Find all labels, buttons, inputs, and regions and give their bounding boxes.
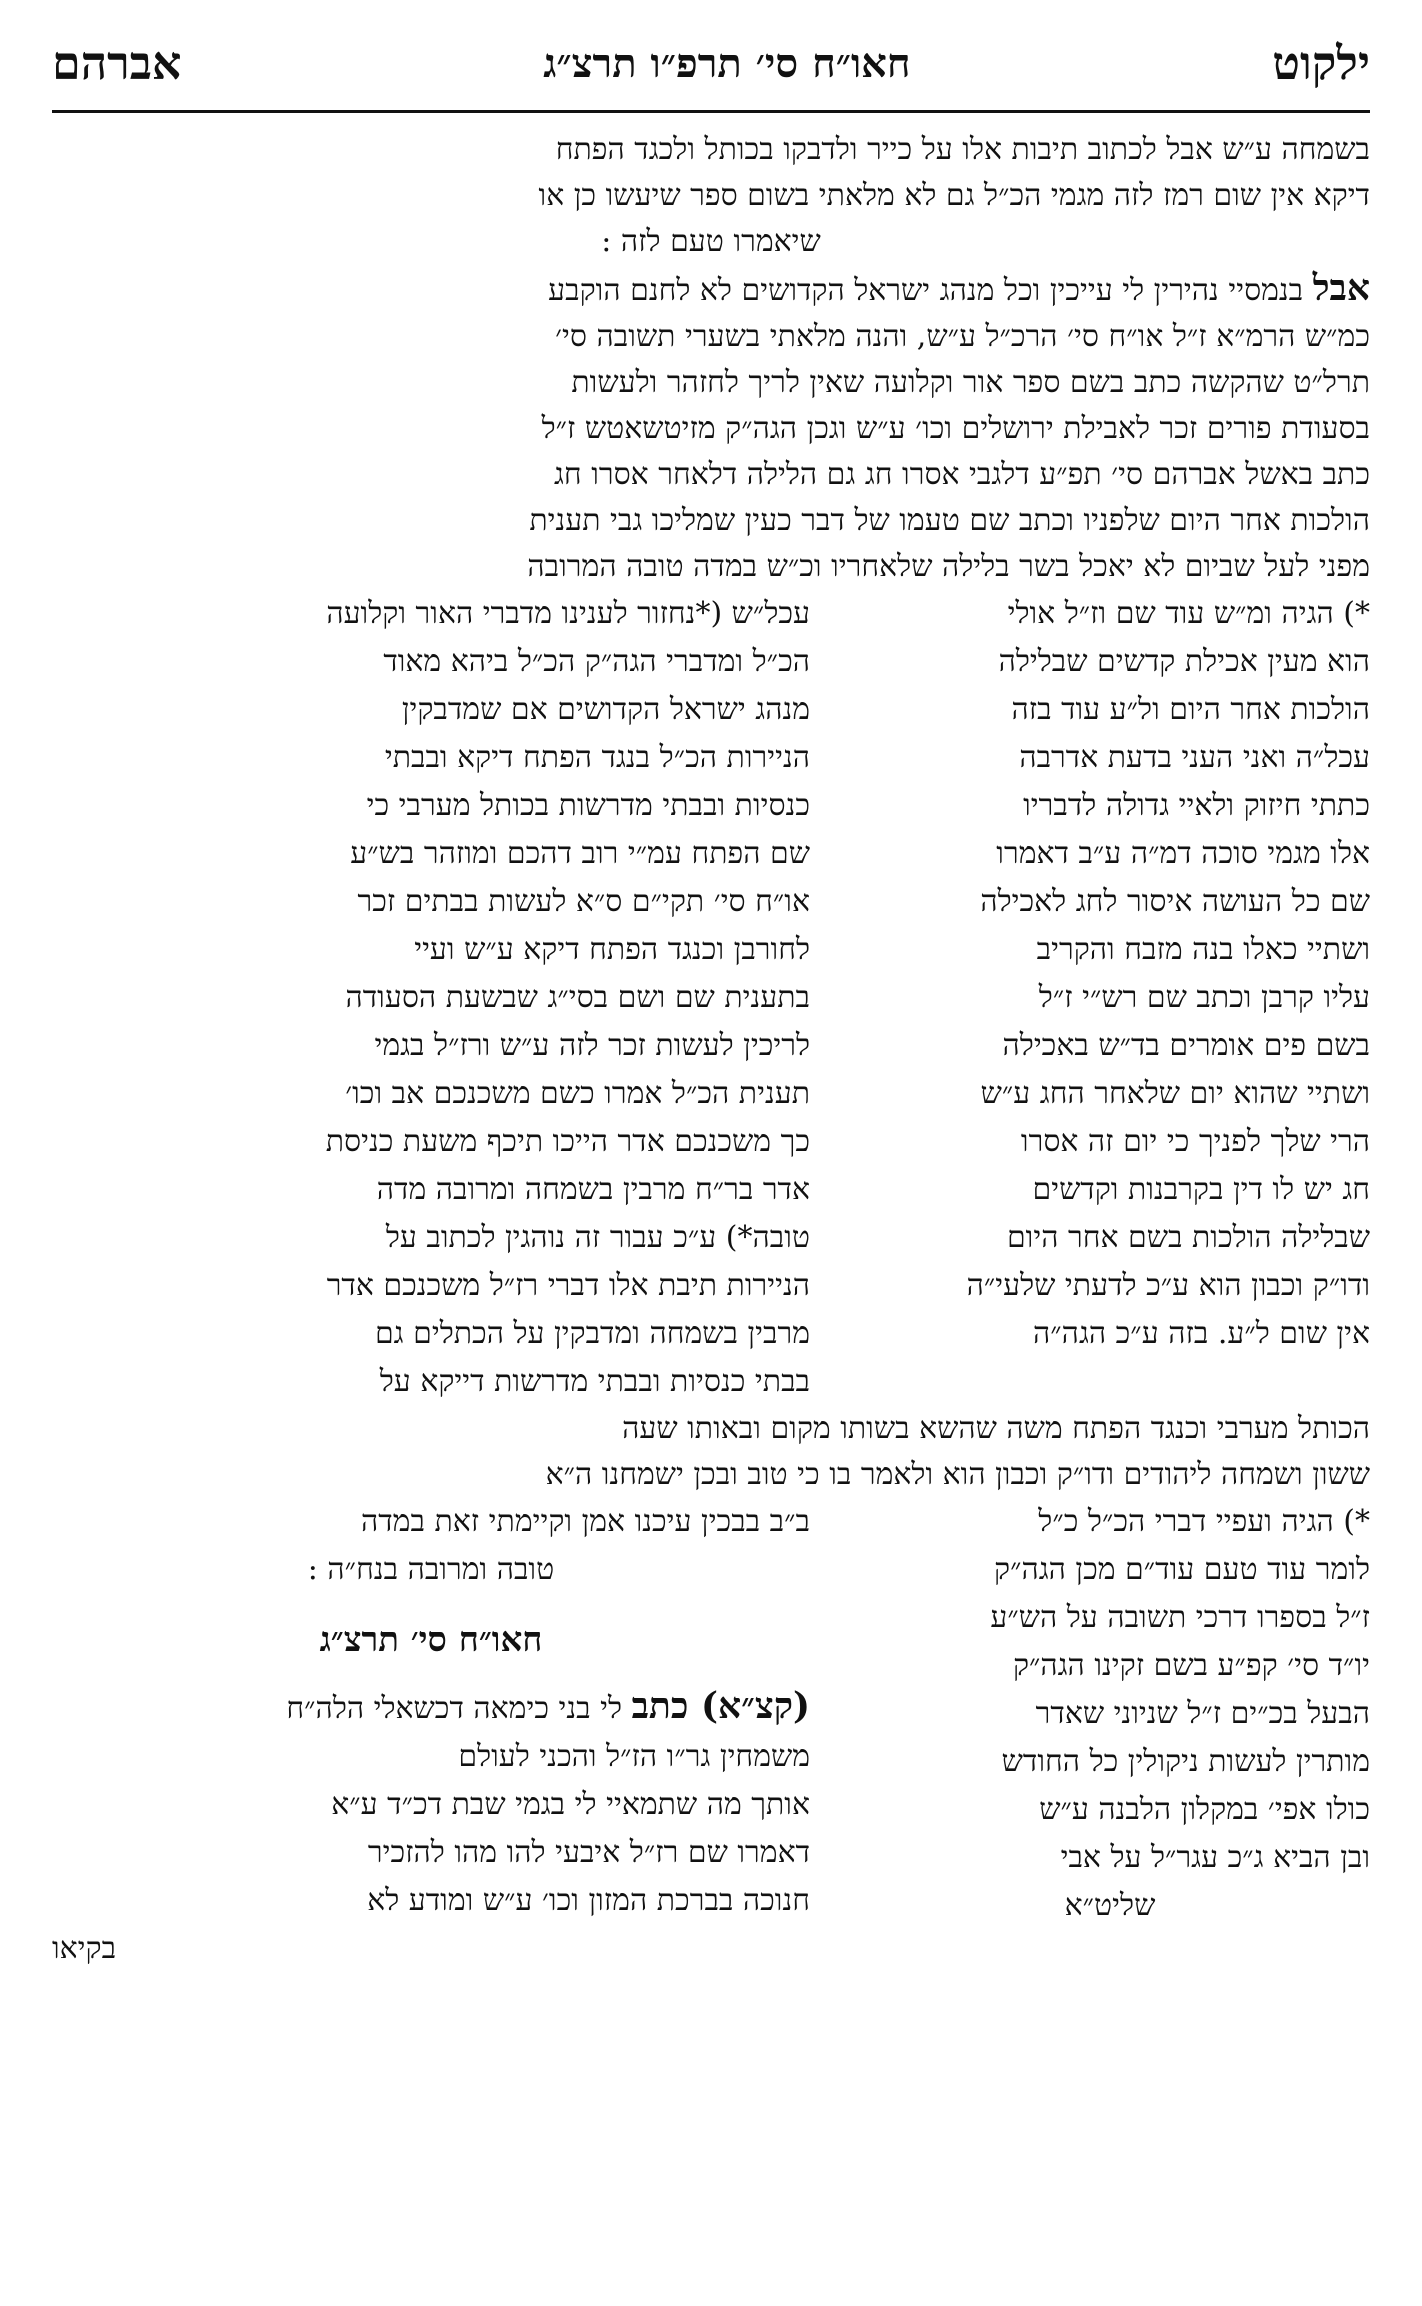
note-line: בשם פים אומרים בד״ש באכילה bbox=[1002, 1028, 1370, 1063]
text-line: או״ח סי׳ תקי״ם ס״א לעשות בבתים זכר bbox=[357, 884, 810, 919]
note-line: הבעל בכ״ים ז״ל שניוני שאדר bbox=[1035, 1696, 1370, 1731]
note-line: ושתיי שהוא יום שלאחר החג ע״ש bbox=[980, 1076, 1370, 1111]
text-line: בסעודת פורים זכר לאבילת ירושלים וכו׳ ע״ש וגכן הגה״ק מזיטשאטש ז״ל bbox=[541, 411, 1370, 446]
bottom-main-column bbox=[52, 1498, 810, 1973]
aval-paragraph bbox=[52, 265, 1370, 590]
note-line: ז״ל בספרו דרכי תשובה על הש״ע bbox=[990, 1600, 1370, 1635]
text-line: אדר בר״ח מרבין בשמחה ומרובה מדה bbox=[376, 1172, 810, 1207]
header-title-right: ילקוט bbox=[1272, 36, 1370, 90]
footnote-column bbox=[850, 590, 1370, 1406]
lead-word: אבל bbox=[1312, 267, 1370, 309]
text-line: כתב באשל אברהם סי׳ תפ״ע דלגבי אסרו חג גם הלילה דלאחר אסרו חג bbox=[554, 457, 1370, 492]
note-line: עכל״ה ואני העני בדעת אדרבה bbox=[1019, 740, 1370, 775]
note-line: יו״ד סי׳ קפ״ע בשם זקינו הגה״ק bbox=[1012, 1648, 1370, 1683]
lead-text: לי בני כימאה דכשאלי הלה״ח bbox=[286, 1691, 632, 1726]
section-heading: חאו״ח סי׳ תרצ״ג bbox=[319, 1620, 543, 1660]
text-line: לחורבן וכנגד הפתח דיקא ע״ש ועיי bbox=[414, 932, 810, 967]
note-line: שם כל העושה איסור לחג לאכילה bbox=[980, 884, 1370, 919]
text-line: שם הפתח עמ״י רוב דהכם ומוזהר בש״ע bbox=[350, 836, 810, 871]
text-line: כמ״ש הרמ״א ז״ל או״ח סי׳ הרכ״ל ע״ש, והנה מלאתי בשערי תשובה סי׳ bbox=[555, 319, 1370, 354]
note-line: כתתי חיזוק ולאיי גדולה לדבריו bbox=[1023, 788, 1370, 823]
note-line: כולו אפי׳ במקלון הלבנה ע״ש bbox=[1039, 1792, 1370, 1827]
text-line: בשמחה ע״ש אבל לכתוב תיבות אלו על כייר ולדבקו בכותל ולכגד הפתח bbox=[555, 132, 1370, 167]
text-line: ששון ושמחה ליהודים ודו״ק וכבון הוא ולאמר בו כי טוב ובכן ישמחנו ה״א bbox=[545, 1457, 1370, 1492]
note-line: עליו קרבן וכתב שם רש״י ז״ל bbox=[1038, 980, 1370, 1015]
note-line: *) הגיה ועפיי דברי הכ״ל כ״ל bbox=[1038, 1504, 1370, 1539]
note-line: *) הגיה ומ״ש עוד שם וז״ל אולי bbox=[1007, 596, 1370, 631]
header-section-ref: חאו״ח סי׳ תרפ״ו תרצ״ג bbox=[543, 39, 911, 87]
text-line: הניירות הכ״ל בנגד הפתח דיקא ובבתי bbox=[384, 740, 810, 775]
bottom-two-column-section bbox=[52, 1498, 1370, 1973]
text-line: בבתי כנסיות ובבתי מדרשות דייקא על bbox=[379, 1364, 810, 1399]
note-line: ושתיי כאלו בנה מזבח והקריב bbox=[1036, 932, 1370, 967]
text-line: עכל״ש (*נחזור לענינו מדברי האור וקלועה bbox=[326, 596, 810, 631]
header-rule bbox=[52, 110, 1370, 113]
text-line: תרל״ט שהקשה כתב בשם ספר אור וקלועה שאין לריך לחזהר ולעשות bbox=[571, 365, 1370, 400]
note-line: לומר עוד טעם עוד״ם מכן הגה״ק bbox=[994, 1552, 1370, 1587]
intro-paragraph bbox=[52, 127, 1370, 265]
text-line: הולכות אחר היום שלפניו וכתב שם טעמו של דבר כעין שמליכו גבי תענית bbox=[529, 503, 1370, 538]
note-line: הולכות אחר היום ול״ע עוד בזה bbox=[1011, 692, 1370, 727]
note-line: הוא מעין אכילת קדשים שבלילה bbox=[998, 644, 1370, 679]
text-line: כך משכנכם אדר הייכו תיכף משעת כניסת bbox=[325, 1124, 810, 1159]
note-line: הרי שלך לפניך כי יום זה אסרו bbox=[1020, 1124, 1370, 1159]
note-line: שבלילה הולכות בשם אחר היום bbox=[1006, 1220, 1370, 1255]
text-line: מנהג ישראל הקדושים אם שמדבקין bbox=[401, 692, 810, 727]
text-line: דאמרו שם רז״ל איבעי להו מהו להזכיר bbox=[367, 1835, 810, 1870]
text-line: הניירות תיבת אלו דברי רז״ל משכנכם אדר bbox=[326, 1268, 810, 1303]
text-line: טובה ומרובה בנח״ה : bbox=[307, 1552, 555, 1587]
text-line: אותך מה שתמאיי לי בגמי שבת דכ״ד ע״א bbox=[331, 1787, 810, 1822]
text-line: חנוכה בברכת המזון וכו׳ ע״ש ומודע לא bbox=[367, 1883, 810, 1918]
text-line: מפני לעל שביום לא יאכל בשר בלילה שלאחריו וכ״ש במדה טובה המרובה bbox=[527, 549, 1370, 584]
note-line: אלו מגמי סוכה דמ״ה ע״ב דאמרו bbox=[996, 836, 1370, 871]
note-line: אין שום ל״ע. בזה ע״כ הגה״ה bbox=[1033, 1316, 1370, 1351]
header-title-left: אברהם bbox=[52, 36, 182, 90]
note-signature: שליט״א bbox=[1064, 1888, 1156, 1923]
note-line: ובן הביא ג״כ עגר״ל על אבי bbox=[1060, 1840, 1370, 1875]
text-line: הכ״ל ומדברי הגה״ק הכ״ל ביהא מאוד bbox=[383, 644, 810, 679]
note-line: חג יש לו דין בקרבנות וקדשים bbox=[1032, 1172, 1370, 1207]
text-line bbox=[52, 1682, 810, 1733]
note-line: ודו״ק וכבון הוא ע״כ לדעתי שלעי״ה bbox=[966, 1268, 1370, 1303]
footnote-column-2 bbox=[850, 1498, 1370, 1973]
text-line: משמחין גר״ו הז״ל והכני לעולם bbox=[458, 1739, 810, 1774]
note-line: מותרין לעשות ניקולין כל החודש bbox=[1001, 1744, 1370, 1779]
catchword: בקיאו bbox=[52, 1931, 117, 1966]
text-line: תענית הכ״ל אמרו כשם משכנכם אב וכו׳ bbox=[345, 1076, 810, 1111]
text-line: מרבין בשמחה ומדבקין על הכתלים גם bbox=[374, 1316, 810, 1351]
main-column bbox=[52, 590, 810, 1406]
text-line: שיאמרו טעם לזה : bbox=[601, 224, 821, 259]
two-column-section bbox=[52, 590, 1370, 1406]
text-line: לריכין לעשות זכר לזה ע״ש ורז״ל בגמי bbox=[374, 1028, 810, 1063]
text-line: כנסיות ובבתי מדרשות בכותל מערבי כי bbox=[366, 788, 810, 823]
text-line: הכותל מערבי וכנגד הפתח משה שהשא בשותו מקום ובאותו שעה bbox=[622, 1411, 1370, 1446]
lead-text: בנמסיי נהירין לי עייכין וכל מנהג ישראל הקדושים לא לחנם הוקבע bbox=[548, 273, 1313, 308]
lead-word: (קצ״א) כתב bbox=[631, 1685, 810, 1727]
text-line: טובה*) ע״כ עבור זה נוהגין לכתוב על bbox=[385, 1220, 810, 1255]
running-header bbox=[52, 28, 1370, 98]
continuation-paragraph bbox=[52, 1406, 1370, 1498]
text-line: דיקא אין שום רמז לזה מגמי הכ״ל גם לא מלאתי בשום ספר שיעשו כן או bbox=[538, 178, 1370, 213]
text-line: ב״ב בבכין עיכנו אמן וקיימתי זאת במדה bbox=[361, 1504, 810, 1539]
text-line: בתענית שם ושם בסי״ג שבשעת הסעודה bbox=[345, 980, 810, 1015]
text-line bbox=[52, 265, 1370, 314]
